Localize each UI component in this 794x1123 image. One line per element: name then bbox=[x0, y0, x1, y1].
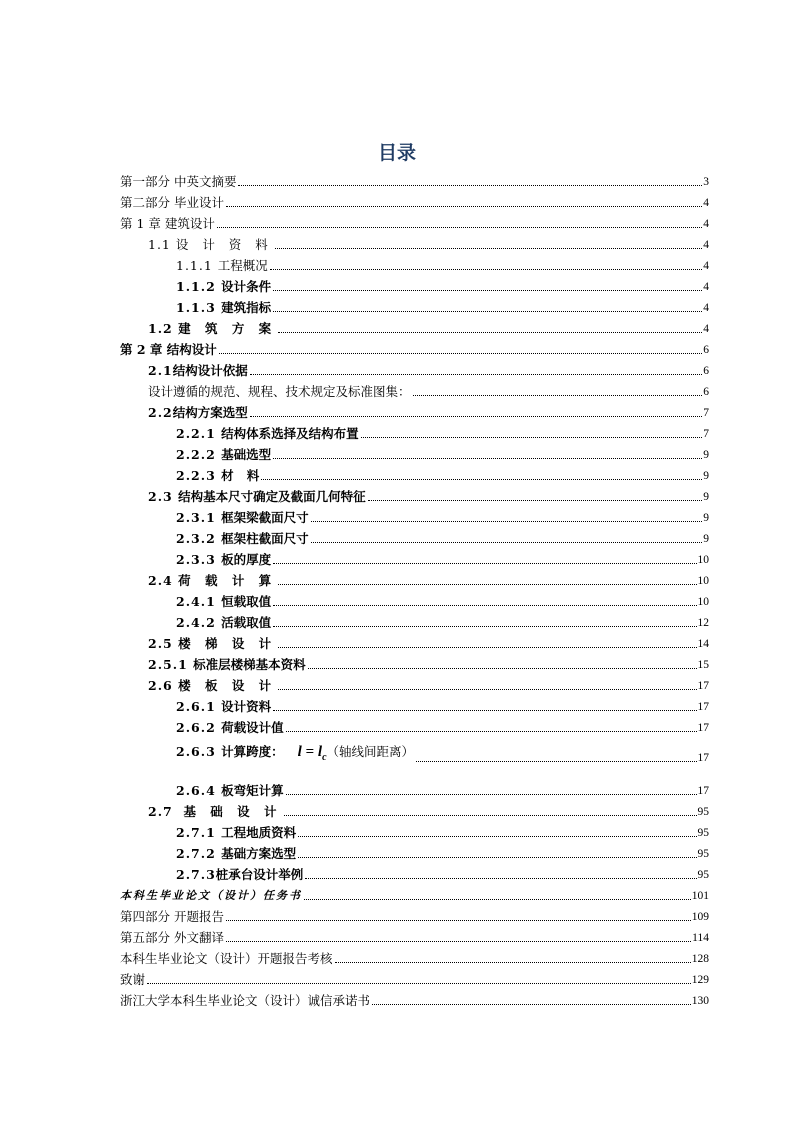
toc-entry-page: 95 bbox=[697, 848, 709, 860]
toc-entry-label bbox=[148, 489, 366, 505]
toc-entry-assessment[interactable] bbox=[120, 947, 709, 967]
toc-entry-1-1-2[interactable] bbox=[176, 275, 709, 295]
dot-leader bbox=[372, 1004, 691, 1005]
dot-leader bbox=[311, 521, 703, 522]
toc-entry-label: 浙江大学本科生毕业论文（设计）诚信承诺书 bbox=[120, 993, 371, 1008]
toc-entry-2-2[interactable] bbox=[148, 401, 709, 421]
toc-entry-2-1[interactable] bbox=[148, 359, 709, 379]
dot-leader bbox=[284, 815, 697, 816]
toc-entry-1-2[interactable] bbox=[148, 317, 709, 337]
toc-entry-number: 2.7.2 bbox=[176, 846, 222, 861]
dot-leader bbox=[298, 857, 696, 858]
dot-leader bbox=[286, 731, 697, 732]
toc-entry-page: 7 bbox=[703, 407, 709, 419]
toc-entry-label: 设计遵循的规范、规程、技术规定及标准图集： bbox=[148, 384, 411, 399]
toc-entry-page: 4 bbox=[703, 218, 709, 230]
toc-entry-2-3-2[interactable] bbox=[176, 527, 709, 547]
toc-entry-text: 计算跨度： bbox=[221, 744, 284, 759]
toc-entry-part4[interactable] bbox=[120, 905, 709, 925]
toc-entry-label bbox=[176, 720, 284, 736]
toc-entry-page: 4 bbox=[703, 260, 709, 272]
toc-entry-label: 第一部分 中英文摘要 bbox=[120, 174, 237, 189]
toc-entry-text: 工程概况 bbox=[217, 258, 268, 273]
toc-entry-number: 2.7.3 bbox=[176, 867, 216, 882]
toc-entry-2-2-2[interactable] bbox=[176, 443, 709, 463]
dot-leader bbox=[278, 584, 696, 585]
toc-entry-page: 95 bbox=[697, 869, 709, 881]
toc-entry-number: 1.1.3 bbox=[176, 300, 222, 315]
toc-entry-label bbox=[176, 699, 271, 715]
toc-entry-text: 板的厚度 bbox=[221, 552, 272, 567]
toc-entry-label bbox=[176, 447, 271, 463]
toc-entry-part5[interactable] bbox=[120, 926, 709, 946]
toc-entry-page: 9 bbox=[703, 449, 709, 461]
dot-leader bbox=[273, 458, 702, 459]
dot-leader bbox=[286, 794, 697, 795]
toc-entry-text: 材 料 bbox=[221, 468, 260, 483]
toc-entry-page: 17 bbox=[697, 680, 709, 692]
toc-entry-2-3-1[interactable] bbox=[176, 506, 709, 526]
toc-entry-label bbox=[176, 783, 284, 799]
toc-entry-label bbox=[176, 615, 271, 631]
dot-leader bbox=[335, 962, 691, 963]
dot-leader bbox=[250, 374, 702, 375]
dot-leader bbox=[219, 353, 702, 354]
toc-entry-number: 1.1 bbox=[148, 237, 176, 252]
toc-entry-page: 6 bbox=[703, 365, 709, 377]
dot-leader bbox=[226, 920, 691, 921]
toc-entry-2-3-3[interactable] bbox=[176, 548, 709, 568]
toc-entry-number: 2.7 bbox=[148, 804, 184, 819]
toc-entry-text: 基础方案选型 bbox=[221, 846, 297, 861]
toc-entry-label bbox=[148, 573, 276, 589]
toc-entry-2-4[interactable] bbox=[148, 569, 709, 589]
dot-leader bbox=[308, 668, 697, 669]
toc-entry-page: 9 bbox=[703, 512, 709, 524]
toc-entry-2-7-1[interactable] bbox=[176, 821, 709, 841]
toc-entry-page: 17 bbox=[697, 785, 709, 797]
toc-entry-2-4-2[interactable] bbox=[176, 611, 709, 631]
toc-entry-label bbox=[176, 825, 296, 841]
toc-entry-text: 基础选型 bbox=[221, 447, 272, 462]
toc-entry-label bbox=[148, 804, 282, 820]
dot-leader bbox=[273, 710, 696, 711]
formula-lc: l bbox=[317, 744, 323, 760]
dot-leader bbox=[413, 395, 703, 396]
dot-leader bbox=[226, 941, 691, 942]
toc-entry-2-7[interactable] bbox=[148, 800, 709, 820]
toc-entry-page: 7 bbox=[703, 428, 709, 440]
toc-entry-label bbox=[176, 258, 268, 274]
toc-entry-label: 本科生毕业论文（设计）任务书 bbox=[120, 889, 302, 902]
toc-entry-page: 130 bbox=[691, 995, 709, 1007]
dot-leader bbox=[226, 206, 702, 207]
toc-entry-2-6-1[interactable] bbox=[176, 695, 709, 715]
toc-entry-number: 2.3.1 bbox=[176, 510, 222, 525]
toc-entry-number: 2.5.1 bbox=[148, 657, 194, 672]
toc-entry-part3[interactable] bbox=[120, 884, 709, 904]
toc-entry-text: 标准层楼梯基本资料 bbox=[193, 657, 306, 672]
toc-entry-label: 第 1 章 建筑设计 bbox=[120, 216, 215, 231]
toc-entry-page: 17 bbox=[697, 701, 709, 713]
toc-entry-number: 2.4.1 bbox=[176, 594, 222, 609]
toc-entry-2-7-3[interactable] bbox=[176, 863, 709, 883]
toc-entry-2-2-1[interactable] bbox=[176, 422, 709, 442]
formula-equals: = bbox=[301, 744, 318, 760]
dot-leader bbox=[368, 500, 703, 501]
toc-entry-text: 楼 板 设 计 bbox=[178, 678, 277, 693]
toc-entry-page: 10 bbox=[697, 575, 709, 587]
dot-leader bbox=[278, 332, 702, 333]
toc-entry-text: 设计条件 bbox=[221, 279, 272, 294]
toc-entry-acknowledgement[interactable] bbox=[120, 968, 709, 988]
toc-entry-page: 9 bbox=[703, 470, 709, 482]
toc-entry-label: 第五部分 外文翻译 bbox=[120, 930, 224, 945]
toc-entry-text: 活载取值 bbox=[221, 615, 272, 630]
toc-entry-2-7-2[interactable] bbox=[176, 842, 709, 862]
dot-leader bbox=[361, 437, 703, 438]
toc-entry-text: 设 计 资 料 bbox=[175, 237, 273, 252]
toc-entry-1-1-1[interactable] bbox=[176, 254, 709, 274]
toc-entry-page: 6 bbox=[703, 386, 709, 398]
toc-entry-page: 14 bbox=[697, 638, 709, 650]
dot-leader bbox=[275, 248, 702, 249]
toc-entry-label: 致谢 bbox=[120, 972, 146, 987]
toc-entry-text: 结构基本尺寸确定及截面几何特征 bbox=[178, 489, 366, 504]
dot-leader bbox=[261, 479, 702, 480]
toc-entry-specs[interactable] bbox=[148, 380, 709, 400]
toc-entry-text: 框架柱截面尺寸 bbox=[221, 531, 309, 546]
toc-entry-label bbox=[176, 426, 359, 442]
toc-entry-page: 3 bbox=[703, 176, 709, 188]
toc-entry-text: 框架梁截面尺寸 bbox=[221, 510, 309, 525]
dot-leader bbox=[147, 983, 691, 984]
toc-entry-number: 2.2.2 bbox=[176, 447, 222, 462]
toc-title: 目录 bbox=[377, 142, 416, 164]
toc-entry-page: 109 bbox=[691, 911, 709, 923]
toc-entry-number: 2.6.4 bbox=[176, 783, 222, 798]
toc-entry-text: 设计资料 bbox=[221, 699, 272, 714]
toc-entry-number: 2.6 bbox=[148, 678, 179, 693]
toc-entry-text: 桩承台设计举例 bbox=[215, 867, 304, 882]
toc-entry-text: 建筑指标 bbox=[221, 300, 272, 315]
toc-entry-number: 2.6.3 bbox=[176, 744, 222, 759]
toc-entry-number: 2.7.1 bbox=[176, 825, 222, 840]
dot-leader bbox=[305, 878, 696, 879]
dot-leader bbox=[273, 311, 702, 312]
toc-entry-label bbox=[148, 405, 248, 421]
dot-leader bbox=[278, 647, 696, 648]
dot-leader bbox=[217, 227, 702, 228]
toc-entry-text: 建 筑 方 案 bbox=[178, 321, 277, 336]
toc-entry-chapter2[interactable] bbox=[120, 338, 709, 358]
toc-entry-text: 结构体系选择及结构布置 bbox=[221, 426, 359, 441]
toc-entry-label bbox=[176, 594, 271, 610]
dot-leader bbox=[273, 563, 696, 564]
toc-entry-page: 9 bbox=[703, 533, 709, 545]
toc-entry-page: 101 bbox=[691, 890, 709, 902]
toc-entry-chapter1[interactable] bbox=[120, 212, 709, 232]
toc-entry-text: 基 础 设 计 bbox=[183, 804, 282, 819]
toc-entry-2-6[interactable] bbox=[148, 674, 709, 694]
toc-entry-note: （轴线间距离） bbox=[326, 744, 415, 759]
toc-entry-page: 95 bbox=[697, 806, 709, 818]
toc-entry-number: 2.5 bbox=[148, 636, 179, 651]
toc-entry-page: 4 bbox=[703, 239, 709, 251]
toc-entry-number: 2.2.1 bbox=[176, 426, 222, 441]
toc-entry-label bbox=[176, 744, 414, 766]
toc-entry-text: 荷载设计值 bbox=[221, 720, 284, 735]
dot-leader bbox=[304, 899, 691, 900]
toc-entry-page: 17 bbox=[697, 722, 709, 734]
dot-leader bbox=[278, 689, 696, 690]
toc-entry-number: 1.1.2 bbox=[176, 279, 222, 294]
toc-entry-page: 9 bbox=[703, 491, 709, 503]
toc-entry-part2[interactable] bbox=[120, 191, 709, 211]
dot-leader bbox=[238, 185, 702, 186]
toc-entry-number: 2.4.2 bbox=[176, 615, 222, 630]
toc-entry-2-6-4[interactable] bbox=[176, 779, 709, 799]
dot-leader bbox=[273, 605, 696, 606]
dot-leader bbox=[273, 626, 696, 627]
dot-leader bbox=[250, 416, 702, 417]
toc-entry-1-1-3[interactable] bbox=[176, 296, 709, 316]
toc-entry-2-6-3[interactable] bbox=[176, 738, 709, 766]
toc-entry-label bbox=[176, 552, 271, 568]
toc-entry-label bbox=[176, 279, 271, 295]
dot-leader bbox=[311, 542, 703, 543]
toc-entry-page: 10 bbox=[697, 596, 709, 608]
toc-entry-text: 恒载取值 bbox=[221, 594, 272, 609]
dot-leader bbox=[273, 290, 702, 291]
toc-entry-label bbox=[176, 867, 303, 883]
toc-entry-2-5[interactable] bbox=[148, 632, 709, 652]
toc-entry-number: 1.1.1 bbox=[176, 258, 218, 273]
toc-entry-2-3[interactable] bbox=[148, 485, 709, 505]
toc-entry-number: 2.2.3 bbox=[176, 468, 222, 483]
toc-entry-label bbox=[176, 531, 309, 547]
toc-entry-2-2-3[interactable] bbox=[176, 464, 709, 484]
toc-entry-part1[interactable] bbox=[120, 170, 709, 190]
toc-entry-page: 128 bbox=[691, 953, 709, 965]
toc-entry-number: 2.2 bbox=[148, 405, 173, 420]
toc-entry-text: 结构方案选型 bbox=[172, 405, 248, 420]
toc-entry-label bbox=[176, 846, 296, 862]
toc-entry-number: 2.1 bbox=[148, 363, 173, 378]
span-formula bbox=[297, 744, 327, 763]
toc-entry-page: 15 bbox=[697, 659, 709, 671]
toc-entry-text: 工程地质资料 bbox=[221, 825, 297, 840]
toc-entry-number: 1.2 bbox=[148, 321, 179, 336]
toc-entry-page: 4 bbox=[703, 323, 709, 335]
toc-entry-label: 第 2 章 结构设计 bbox=[120, 342, 217, 357]
toc-entry-number: 2.6.2 bbox=[176, 720, 222, 735]
toc-entry-2-5-1[interactable] bbox=[148, 653, 709, 673]
toc-entry-text: 板弯矩计算 bbox=[221, 783, 284, 798]
formula-l: l bbox=[297, 744, 302, 760]
toc-entry-number: 2.3.2 bbox=[176, 531, 222, 546]
toc-entry-page: 6 bbox=[703, 344, 709, 356]
toc-entry-label bbox=[176, 510, 309, 526]
toc-entry-label bbox=[148, 657, 306, 673]
dot-leader bbox=[270, 269, 702, 270]
toc-entry-label: 第二部分 毕业设计 bbox=[120, 195, 224, 210]
dot-leader bbox=[416, 761, 696, 762]
toc-entry-label: 第四部分 开题报告 bbox=[120, 909, 224, 924]
toc-entry-1-1[interactable] bbox=[148, 233, 709, 253]
toc-entry-number: 2.4 bbox=[148, 573, 179, 588]
toc-entry-label bbox=[148, 321, 276, 337]
toc-entry-label: 本科生毕业论文（设计）开题报告考核 bbox=[120, 951, 333, 966]
toc-entry-number: 2.3 bbox=[148, 489, 179, 504]
toc-entry-page: 129 bbox=[691, 974, 709, 986]
toc-entry-page: 95 bbox=[697, 827, 709, 839]
toc-entry-text: 楼 梯 设 计 bbox=[178, 636, 277, 651]
toc-entry-page: 114 bbox=[692, 932, 709, 944]
formula-subscript: c bbox=[322, 752, 327, 763]
toc-entry-label bbox=[148, 636, 276, 652]
toc-entry-text: 结构设计依据 bbox=[172, 363, 248, 378]
toc-entry-label bbox=[176, 468, 259, 484]
toc-entry-label bbox=[148, 237, 273, 253]
toc-entry-page: 4 bbox=[703, 302, 709, 314]
toc-entry-page: 4 bbox=[703, 281, 709, 293]
toc-entry-2-4-1[interactable] bbox=[176, 590, 709, 610]
toc-entry-label bbox=[148, 363, 248, 379]
toc-entry-label bbox=[176, 300, 271, 316]
toc-entry-label bbox=[148, 678, 276, 694]
toc-entry-2-6-2[interactable] bbox=[176, 716, 709, 736]
toc-entry-text: 荷 载 计 算 bbox=[178, 573, 277, 588]
toc-entry-page: 4 bbox=[703, 197, 709, 209]
toc-entry-page: 10 bbox=[697, 554, 709, 566]
toc-entry-number: 2.3.3 bbox=[176, 552, 222, 567]
toc-entry-integrity-pledge[interactable] bbox=[120, 989, 709, 1009]
dot-leader bbox=[298, 836, 696, 837]
toc-entry-page: 12 bbox=[697, 617, 709, 629]
toc-entry-page: 17 bbox=[697, 752, 709, 764]
toc-entry-number: 2.6.1 bbox=[176, 699, 222, 714]
